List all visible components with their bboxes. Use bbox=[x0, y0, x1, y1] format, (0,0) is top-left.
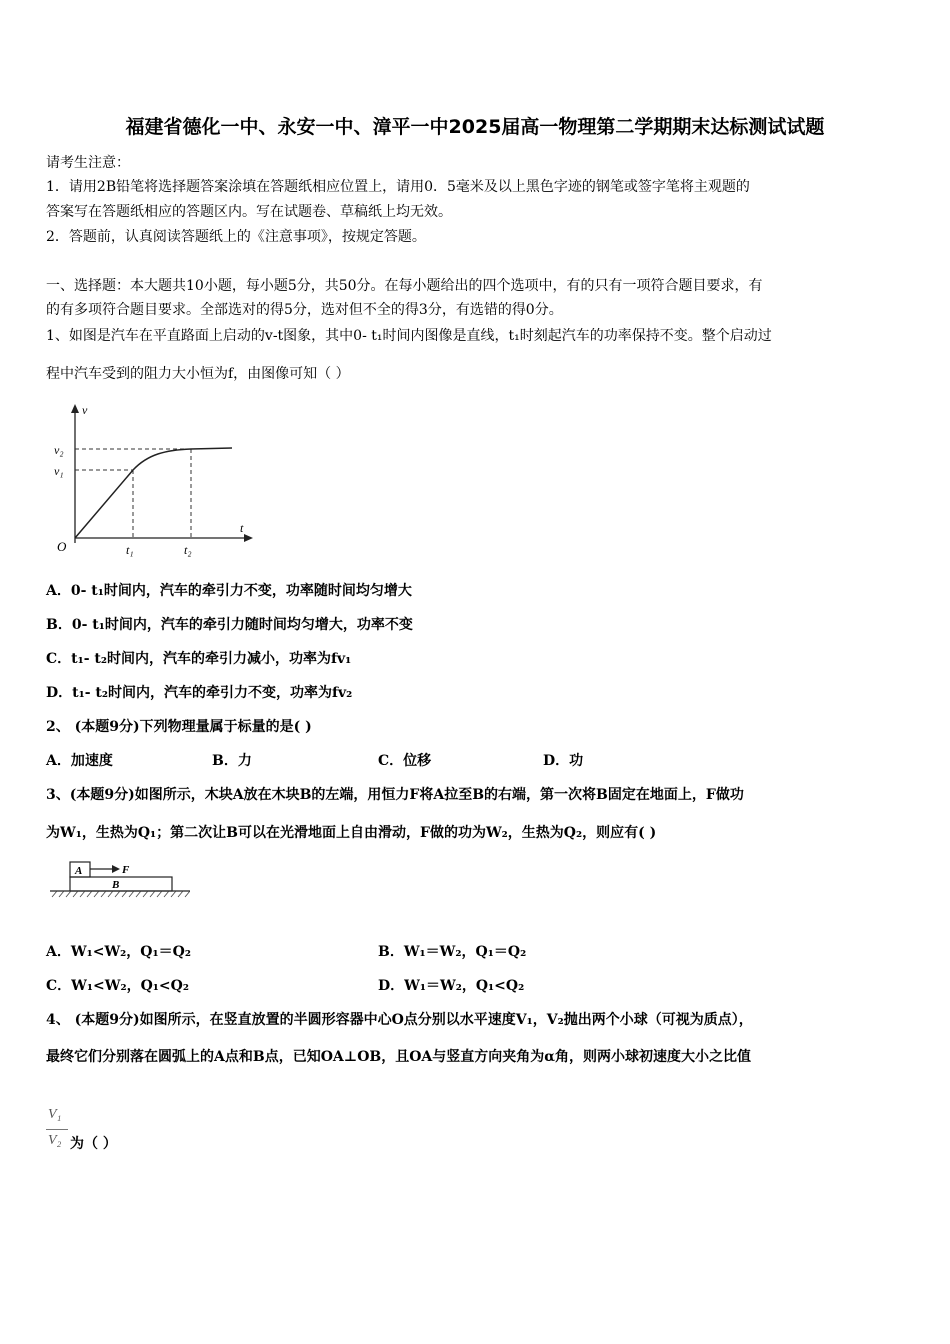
page-title: 福建省德化一中、永安一中、漳平一中2025届高一物理第二学期期末达标测试试题 bbox=[125, 116, 825, 138]
v1-label: v₁ bbox=[54, 464, 64, 478]
q3-stem-line2: 为W₁，生热为Q₁；第二次让B可以在光滑地面上自由滑动，F做的功为W₂，生热为Q₂，则应有( ) bbox=[46, 825, 657, 841]
q2-option-a: A．加速度 bbox=[46, 753, 113, 769]
q1-vt-graph bbox=[48, 398, 258, 560]
q2-option-d: D．功 bbox=[543, 753, 584, 769]
q3-blocks-figure bbox=[50, 858, 190, 904]
q4-stem-line2: 最终它们分别落在圆弧上的A点和B点，已知OA⊥OB，且OA与竖直方向夹角为α角，则两小球初速度大小之比值 bbox=[46, 1049, 752, 1065]
t-axis-label: t bbox=[240, 521, 244, 535]
notice-item1-line1: 1．请用2B铅笔将选择题答案涂填在答题纸相应位置上，请用0．5毫米及以上黑色字迹的钢笔或签字笔将主观题的 bbox=[46, 179, 750, 195]
q3-option-d: D．W₁＝W₂，Q₁<Q₂ bbox=[378, 978, 525, 994]
q4-tail: 为（ ） bbox=[70, 1136, 117, 1152]
q2-option-c: C．位移 bbox=[378, 753, 432, 769]
notice-item1-line2: 答案写在答题纸相应的答题区内。写在试题卷、草稿纸上均无效。 bbox=[46, 204, 452, 220]
q2-option-b: B．力 bbox=[212, 753, 252, 769]
fraction-denominator: V₂ bbox=[48, 1133, 62, 1148]
block-b-label: B bbox=[112, 879, 120, 891]
q3-option-b: B．W₁＝W₂，Q₁＝Q₂ bbox=[378, 944, 527, 960]
fraction-bar bbox=[46, 1129, 68, 1130]
v2-label: v₂ bbox=[54, 443, 64, 457]
q1-stem-line1: 1、如图是汽车在平直路面上启动的v-t图象，其中0- t₁时间内图像是直线，t₁时刻起汽车的功率保持不变。整个启动过 bbox=[46, 328, 772, 344]
force-label: F bbox=[122, 864, 130, 876]
q1-stem-line2: 程中汽车受到的阻力大小恒为f，由图像可知（ ） bbox=[46, 366, 350, 382]
fraction-numerator: V₁ bbox=[48, 1107, 62, 1122]
q3-option-c: C．W₁<W₂，Q₁<Q₂ bbox=[46, 978, 189, 994]
v-axis-label: v bbox=[82, 403, 88, 417]
block-a-label: A bbox=[75, 865, 83, 877]
q1-option-b: B．0- t₁时间内，汽车的牵引力随时间均匀增大，功率不变 bbox=[46, 617, 413, 633]
q4-stem-line1: 4、 (本题9分)如图所示，在竖直放置的半圆形容器中心O点分别以水平速度V₁，V₂抛出两个小球（可视为质点）， bbox=[46, 1012, 753, 1028]
q2-stem: 2、 (本题9分)下列物理量属于标量的是( ) bbox=[46, 719, 312, 735]
section-intro-line1: 一、选择题：本大题共10小题，每小题5分，共50分。在每小题给出的四个选项中，有的只有一项符合题目要求，有 bbox=[46, 278, 763, 294]
q3-option-a: A．W₁<W₂，Q₁＝Q₂ bbox=[46, 944, 191, 960]
q1-option-c: C．t₁- t₂时间内，汽车的牵引力减小，功率为fv₁ bbox=[46, 651, 352, 667]
section-intro-line2: 的有多项符合题目要求。全部选对的得5分，选对但不全的得3分，有选错的得0分。 bbox=[46, 302, 563, 318]
t1-label: t₁ bbox=[126, 543, 134, 557]
q1-option-d: D．t₁- t₂时间内，汽车的牵引力不变，功率为fv₂ bbox=[46, 685, 353, 701]
origin-label: O bbox=[57, 539, 67, 554]
q3-stem-line1: 3、(本题9分)如图所示，木块A放在木块B的左端，用恒力F将A拉至B的右端，第一次将B固定在地面上，F做功 bbox=[46, 787, 744, 803]
notice-heading: 请考生注意： bbox=[46, 155, 130, 171]
t2-label: t₂ bbox=[184, 543, 192, 557]
notice-item2: 2．答题前，认真阅读答题纸上的《注意事项》，按规定答题。 bbox=[46, 229, 426, 245]
q1-option-a: A．0- t₁时间内，汽车的牵引力不变，功率随时间均匀增大 bbox=[46, 583, 412, 599]
